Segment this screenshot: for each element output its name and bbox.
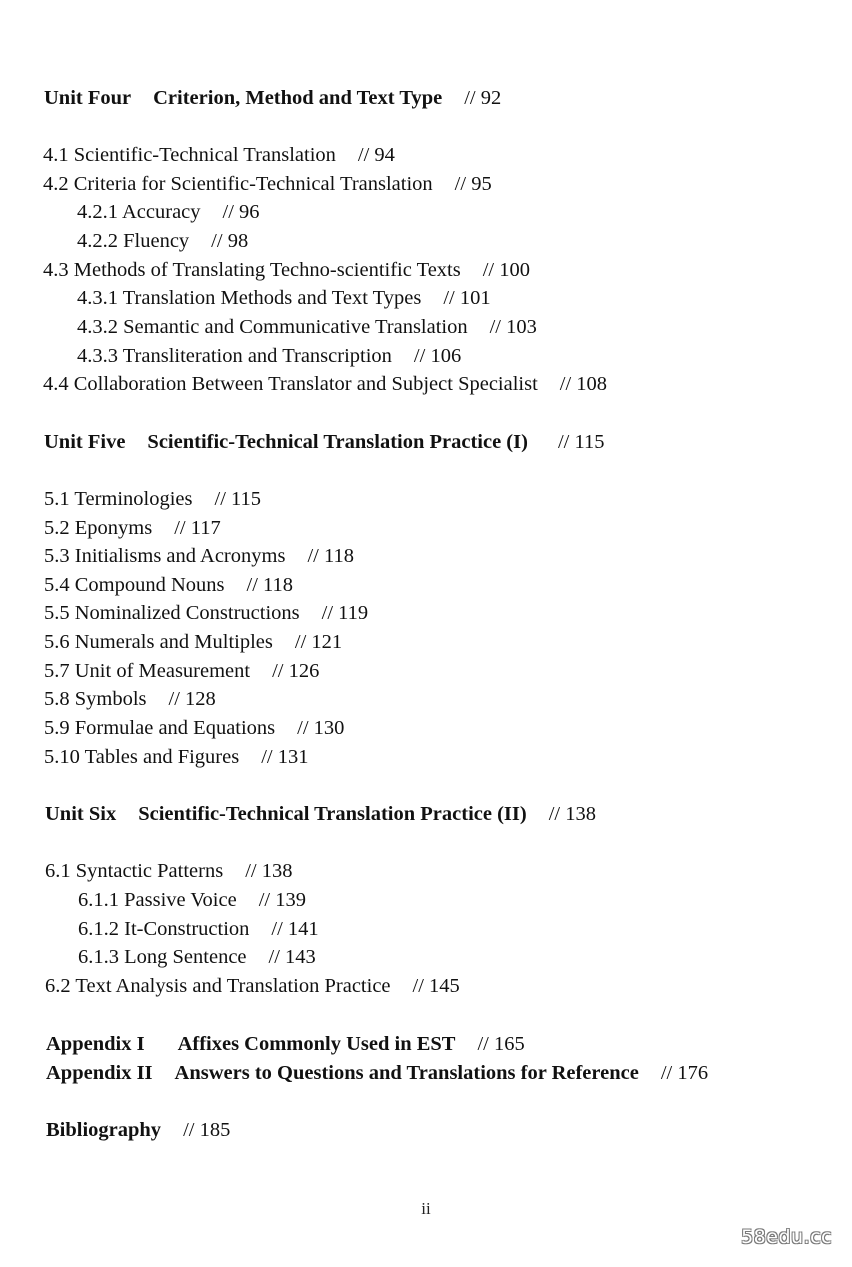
- toc-entry: 4.2 Criteria for Scientific-Technical Translation // 95: [43, 173, 492, 195]
- toc-subentry: 6.1.1 Passive Voice // 139: [78, 889, 306, 911]
- toc-entry: 5.4 Compound Nouns // 118: [44, 574, 294, 596]
- page-ref: // 131: [261, 746, 309, 768]
- page-ref: // 128: [168, 688, 216, 710]
- toc-entry: 6.1 Syntactic Patterns // 138: [45, 860, 293, 882]
- page-ref: // 185: [183, 1119, 231, 1141]
- page-ref: // 108: [559, 373, 608, 395]
- page-ref: // 119: [321, 602, 369, 624]
- toc-entry: 5.2 Eponyms // 117: [44, 517, 221, 539]
- toc-subentry: 4.2.1 Accuracy // 96: [77, 201, 260, 223]
- appendix-title: Answers to Questions and Translations for Reference: [174, 1062, 639, 1084]
- page-ref: // 141: [271, 918, 319, 940]
- page-ref: // 176: [660, 1062, 709, 1084]
- bibliography-label: Bibliography: [46, 1119, 162, 1141]
- page-ref: // 118: [307, 545, 354, 567]
- page-ref: // 98: [211, 230, 249, 252]
- unit-title: Scientific-Technical Translation Practice (I): [147, 431, 528, 453]
- bibliography-heading: [46, 1118, 230, 1142]
- unit-label: Unit Four: [44, 87, 132, 109]
- toc-entry: 5.9 Formulae and Equations // 130: [44, 717, 345, 739]
- toc-entry: 5.7 Unit of Measurement // 126: [44, 660, 320, 682]
- toc-subentry: 6.1.2 It-Construction // 141: [78, 918, 319, 940]
- page-ref: // 130: [297, 717, 345, 739]
- toc-entry: 5.3 Initialisms and Acronyms // 118: [44, 545, 354, 567]
- unit-label: Unit Six: [45, 803, 117, 825]
- toc-entry: 4.4 Collaboration Between Translator and Subject Specialist // 108: [43, 373, 608, 395]
- page-ref: // 92: [464, 87, 502, 109]
- toc-entry: 5.1 Terminologies // 115: [44, 488, 262, 510]
- page-number: ii: [421, 1199, 431, 1218]
- page-ref: // 138: [548, 803, 596, 825]
- page-ref: // 165: [477, 1033, 525, 1055]
- toc-entry: 5.5 Nominalized Constructions // 119: [44, 602, 369, 624]
- appendix-heading: [46, 1061, 708, 1085]
- toc-entry: 5.6 Numerals and Multiples // 121: [44, 631, 343, 653]
- toc-subentry: 4.3.3 Transliteration and Transcription // 106: [77, 345, 462, 367]
- page-ref: // 145: [412, 975, 460, 997]
- appendix-label: Appendix II: [46, 1062, 153, 1084]
- page-ref: // 106: [413, 345, 462, 367]
- toc-subentry: 4.3.1 Translation Methods and Text Types // 101: [77, 287, 491, 309]
- page-ref: // 115: [214, 488, 262, 510]
- watermark: 58edu.cc: [741, 1226, 832, 1248]
- page-ref: // 121: [294, 631, 343, 653]
- toc-entry: 5.10 Tables and Figures // 131: [44, 746, 309, 768]
- page-ref: // 118: [246, 574, 294, 596]
- page-ref: // 96: [222, 201, 260, 223]
- toc-entry: 6.2 Text Analysis and Translation Practice // 145: [45, 975, 460, 997]
- page-ref: // 117: [174, 517, 221, 539]
- toc-subentry: 6.1.3 Long Sentence // 143: [78, 946, 316, 968]
- toc-subentry: 4.2.2 Fluency // 98: [77, 230, 249, 252]
- toc-entry: 4.1 Scientific-Technical Translation // 94: [43, 144, 395, 166]
- unit-title: Criterion, Method and Text Type: [153, 87, 443, 109]
- page-ref: // 143: [268, 946, 316, 968]
- appendix-heading: [46, 1032, 525, 1056]
- page-ref: // 115: [557, 431, 605, 453]
- page-ref: // 138: [245, 860, 293, 882]
- unit-four-heading: [44, 86, 501, 110]
- page-ref: // 95: [454, 173, 492, 195]
- unit-six-heading: [45, 802, 596, 826]
- appendix-label: Appendix I: [46, 1033, 145, 1055]
- page-ref: // 94: [357, 144, 395, 166]
- toc-entry: 4.3 Methods of Translating Techno-scientific Texts // 100: [43, 259, 530, 281]
- unit-title: Scientific-Technical Translation Practice (II): [138, 803, 527, 825]
- page-ref: // 139: [258, 889, 306, 911]
- unit-five-heading: [44, 430, 604, 454]
- unit-label: Unit Five: [44, 431, 126, 453]
- page-ref: // 101: [443, 287, 491, 309]
- appendix-title: Affixes Commonly Used in EST: [177, 1033, 456, 1055]
- page-ref: // 103: [489, 316, 537, 338]
- toc-entry: 5.8 Symbols // 128: [44, 688, 216, 710]
- page-ref: // 126: [272, 660, 320, 682]
- toc-subentry: 4.3.2 Semantic and Communicative Translation // 103: [77, 316, 537, 338]
- page-ref: // 100: [482, 259, 530, 281]
